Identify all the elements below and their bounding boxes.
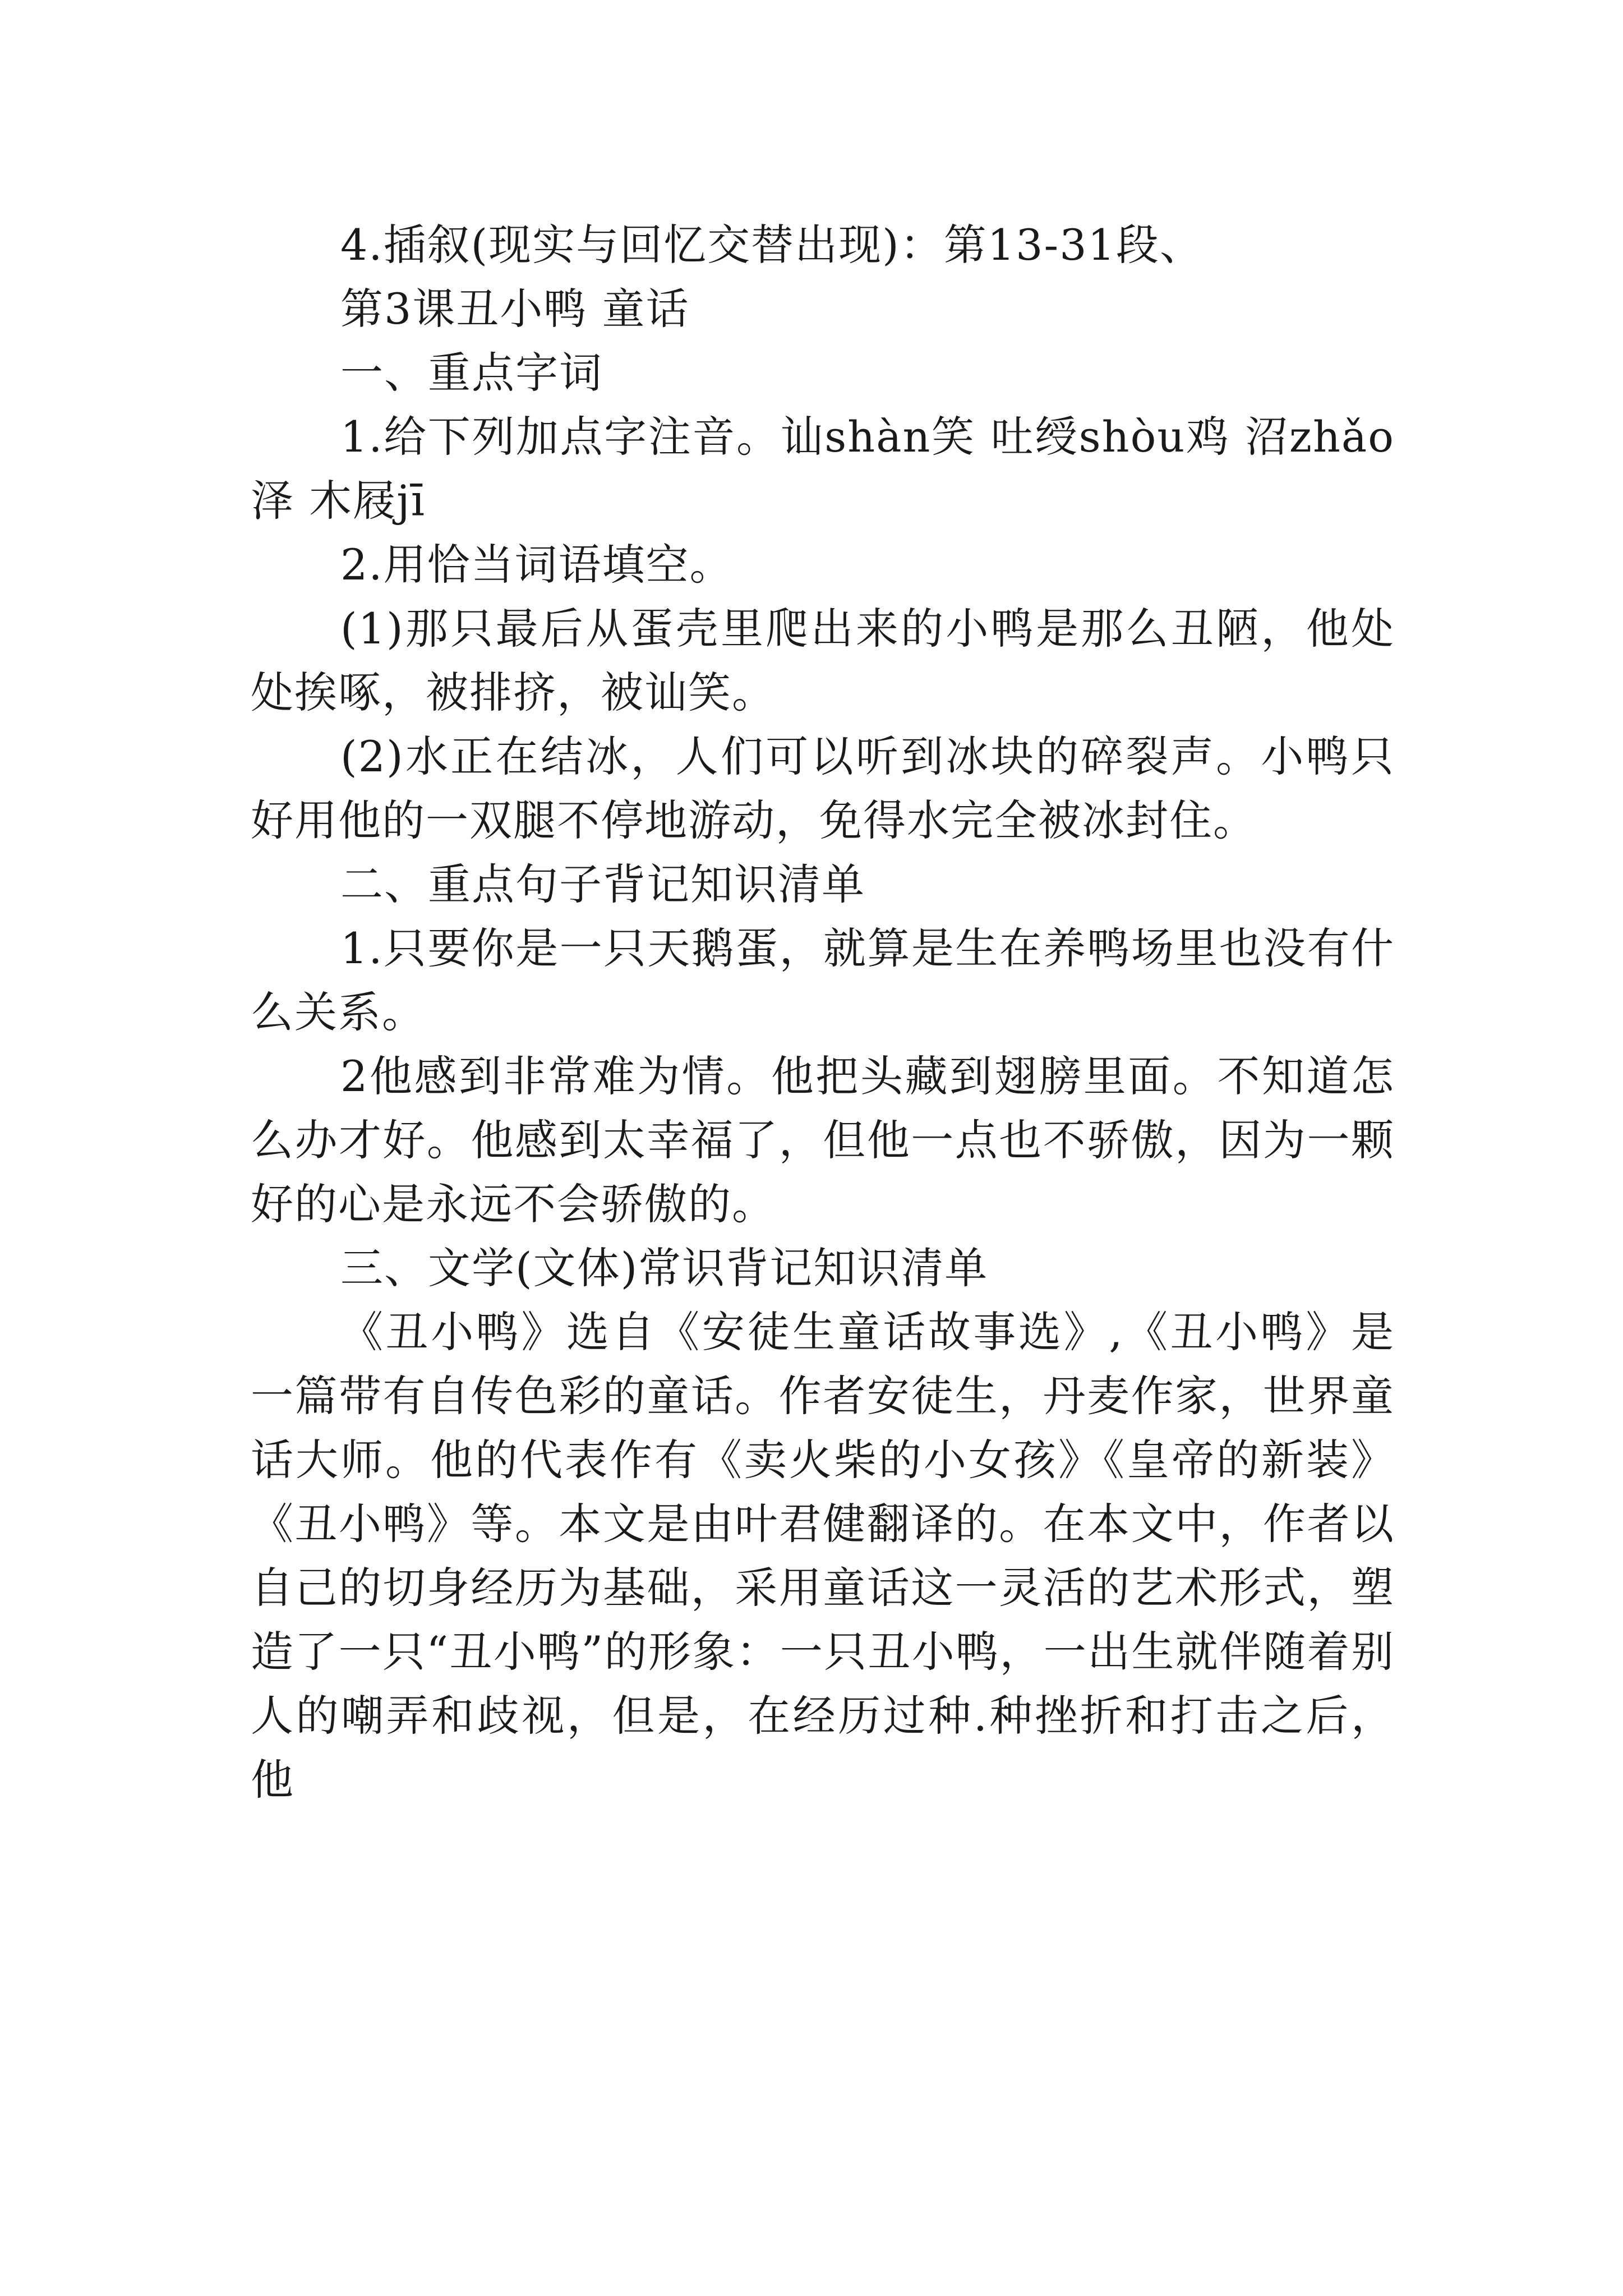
lesson-title: 第3课丑小鸭 童话 bbox=[340, 284, 690, 334]
section-heading-literature: 三、文学(文体)常识背记知识清单 bbox=[340, 1243, 989, 1293]
document-page bbox=[251, 213, 1395, 1812]
paragraph-key-sentence-2: 2他感到非常难为情。他把头藏到翅膀里面。不知道怎么办才好。他感到太幸福了，但他一点也不骄傲，因为一颗好的心是永远不会骄傲的。 bbox=[251, 1051, 1395, 1229]
paragraph-interpolation-note: 4.插叙(现实与回忆交替出现)：第13-31段、 bbox=[340, 220, 1204, 270]
paragraph-fill-blank-1: (1)那只最后从蛋壳里爬出来的小鸭是那么丑陋，他处处挨啄，被排挤，被讪笑。 bbox=[251, 604, 1395, 717]
section-heading-key-words: 一、重点字词 bbox=[340, 348, 603, 398]
paragraph-literature-body: 《丑小鸭》选自《安徒生童话故事选》,《丑小鸭》是一篇带有自传色彩的童话。作者安徒生，丹麦作家，世界童话大师。他的代表作有《卖火柴的小女孩》《皇帝的新装》《丑小鸭》等。本文是由叶君健翻译的。在本文中，作者以自己的切身经历为基础，采用童话这一灵活的艺术形式，塑造了一只“丑小鸭”的形象：一只丑小鸭，一出生就伴随着别人的嘲弄和歧视，但是，在经历过种.种挫折和打击之后，他 bbox=[251, 1307, 1395, 1805]
paragraph-fill-blank-2: (2)水正在结冰，人们可以听到冰块的碎裂声。小鸭只好用他的一双腿不停地游动，免得水完全被冰封住。 bbox=[251, 731, 1395, 845]
paragraph-key-sentence-1: 1.只要你是一只天鹅蛋，就算是生在养鸭场里也没有什么关系。 bbox=[251, 923, 1395, 1037]
section-heading-key-sentences: 二、重点句子背记知识清单 bbox=[340, 859, 865, 909]
paragraph-fill-blank-title: 2.用恰当词语填空。 bbox=[340, 540, 734, 590]
paragraph-pinyin-exercise: 1.给下列加点字注音。讪shàn笑 吐绶shòu鸡 沼zhǎo泽 木屐jī bbox=[251, 412, 1395, 526]
